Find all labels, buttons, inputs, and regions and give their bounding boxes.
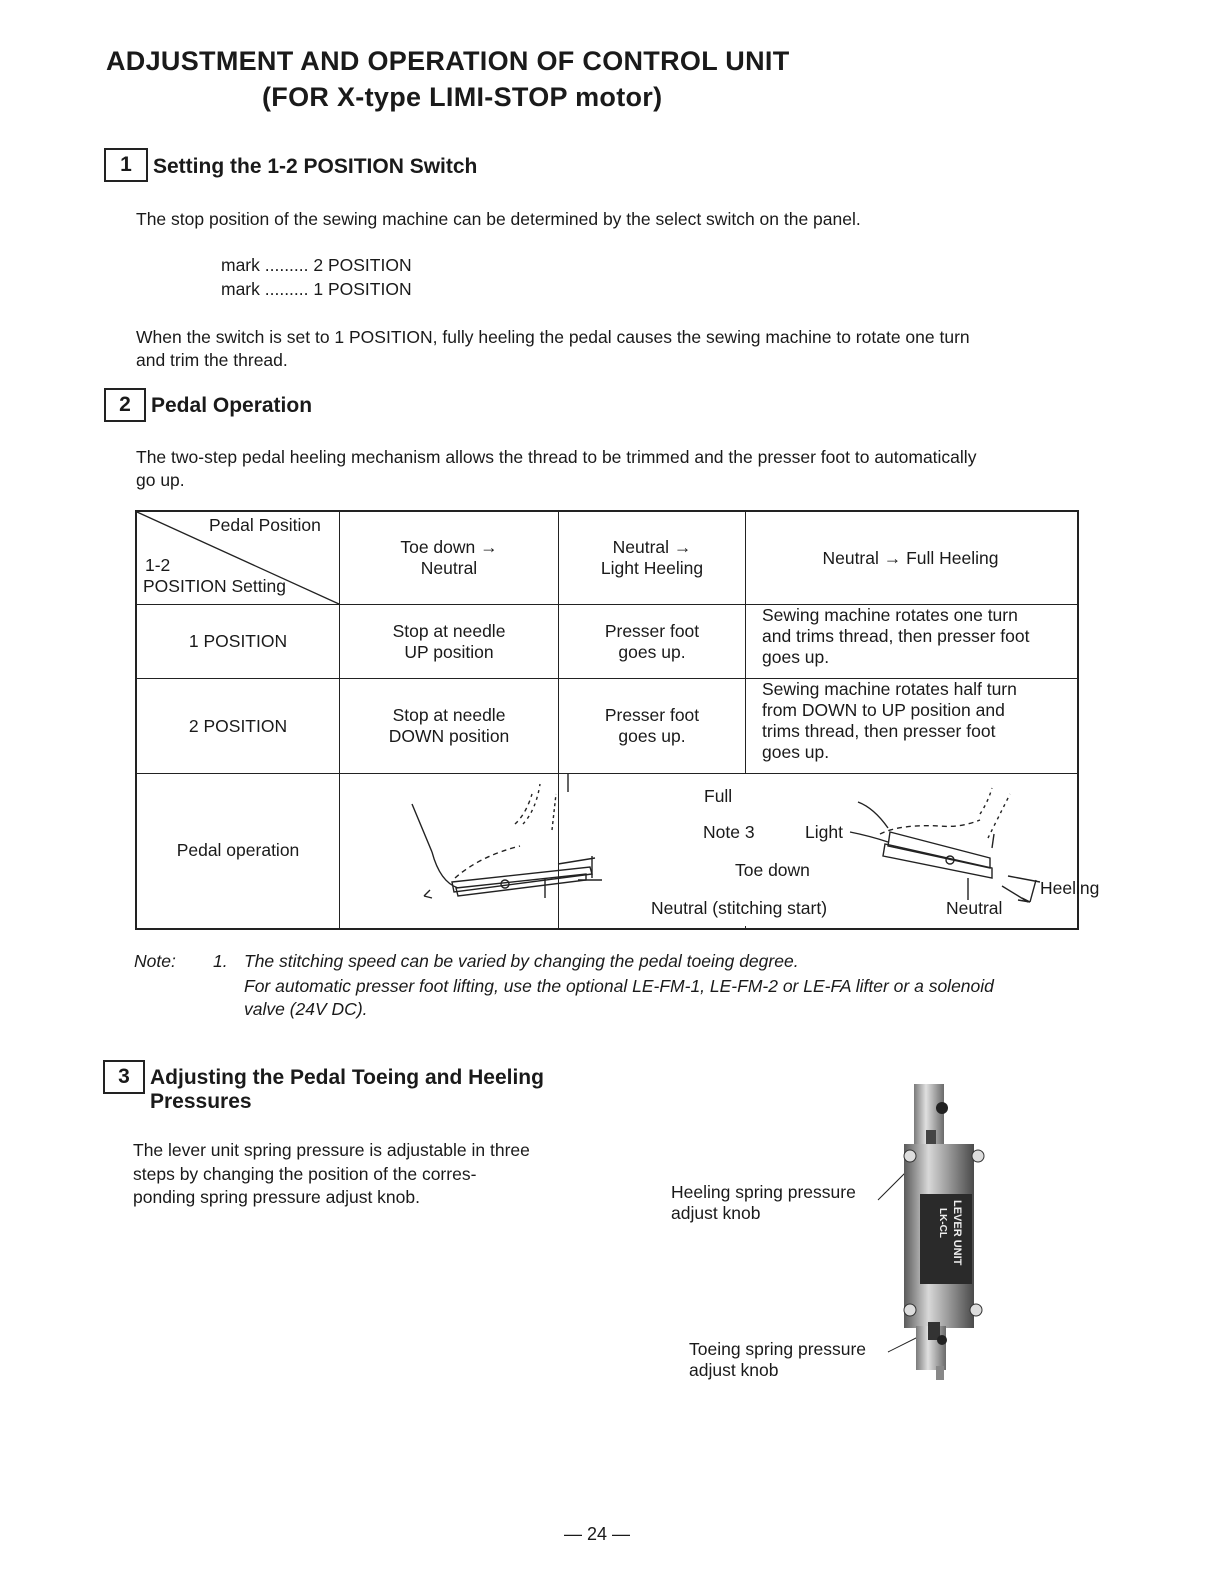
row-2-full-line-1: Sewing machine rotates half turn — [762, 679, 1017, 699]
row-1-toe — [340, 605, 558, 678]
row-2-full-line-3: trims thread, then presser foot — [762, 721, 996, 741]
row-1-light-line-2: goes up. — [618, 641, 686, 662]
row-2-toe-line-2: DOWN position — [388, 726, 510, 746]
header-toe-down — [340, 512, 558, 604]
heeling-knob-label-line-1: Heeling spring pressure — [671, 1182, 856, 1202]
note-line-2: For automatic presser foot lifting, use the optional LE-FM-1, LE-FM-2 or LE-FA lifter or a solenoid — [244, 976, 994, 996]
pedal-operation-label-text: Pedal operation — [176, 839, 300, 860]
page-title: ADJUSTMENT AND OPERATION OF CONTROL UNIT — [106, 46, 790, 76]
row-1-label — [137, 605, 339, 678]
row-2-full-line-4: goes up. — [762, 742, 830, 762]
label-full: Full — [704, 786, 733, 806]
note-line-3: valve (24V DC). — [244, 999, 368, 1019]
section-1-text-line-2: and trim the thread. — [136, 350, 288, 370]
label-neutral-start: Neutral (stitching start) — [651, 898, 828, 918]
row-2-label-text: 2 POSITION — [188, 715, 288, 736]
header-toe-down-line-1: Toe down → — [400, 537, 498, 557]
header-full-heeling — [746, 512, 1075, 604]
section-2-intro-line-2: go up. — [136, 470, 185, 490]
section-3-heading-line-2: Pressures — [150, 1090, 252, 1113]
note-line-1: The stitching speed can be varied by changing the pedal toeing degree. — [244, 951, 799, 971]
header-toe-down-line-2: Neutral — [420, 558, 478, 578]
header-full-heeling-text: Neutral → Full Heeling — [822, 547, 999, 568]
toeing-knob-label-line-1: Toeing spring pressure — [689, 1339, 867, 1359]
heeling-knob-label-line-2: adjust knob — [671, 1203, 761, 1223]
row-2-light-line-1: Presser foot — [604, 705, 700, 725]
lever-unit-model: LK-CL — [937, 1208, 948, 1238]
corner-pedal-position: Pedal Position — [209, 515, 321, 535]
row-2-light — [559, 679, 745, 773]
header-light-heeling-line-1: Neutral → — [612, 537, 692, 557]
corner-position-setting: POSITION Setting — [143, 576, 286, 596]
section-3-text-line-3: ponding spring pressure adjust knob. — [133, 1187, 420, 1207]
corner-1-2: 1-2 — [145, 555, 171, 575]
mark-2-position: mark ......... 2 POSITION — [221, 255, 412, 275]
row-2-toe — [340, 679, 558, 773]
row-1-toe-line-2: UP position — [404, 641, 494, 662]
row-2-toe-line-1: Stop at needle — [392, 705, 506, 725]
row-2-full — [746, 679, 1075, 773]
note-number: 1. — [213, 951, 228, 971]
row-2-label — [137, 679, 339, 773]
toeing-knob-label-line-2: adjust knob — [689, 1360, 779, 1380]
label-note3: Note 3 — [703, 822, 755, 842]
section-1-number: 1 — [104, 148, 148, 182]
label-toe-down: Toe down — [735, 860, 810, 880]
row-1-full — [746, 605, 1075, 678]
label-light: Light — [805, 822, 843, 842]
section-3-heading-line-1: Adjusting the Pedal Toeing and Heeling — [150, 1066, 544, 1089]
label-neutral: Neutral — [946, 898, 1003, 918]
row-1-label-text: 1 POSITION — [188, 631, 288, 651]
header-light-heeling-line-2: Light Heeling — [600, 558, 704, 578]
page-number: — 24 — — [564, 1524, 631, 1544]
pedal-diagram — [340, 774, 1100, 926]
section-1-intro: The stop position of the sewing machine can be determined by the select switch on the panel. — [136, 209, 861, 229]
section-1-text-line-1: When the switch is set to 1 POSITION, fully heeling the pedal causes the sewing machine to rotate one turn — [136, 327, 970, 347]
row-1-light-line-1: Presser foot — [604, 620, 700, 641]
section-3-text-line-2: steps by changing the position of the corres- — [133, 1164, 477, 1184]
section-2-number: 2 — [104, 388, 146, 422]
section-3-number: 3 — [103, 1060, 145, 1094]
mark-1-position: mark ......... 1 POSITION — [221, 279, 412, 299]
row-1-full-line-2: and trims thread, then presser foot — [762, 626, 1030, 646]
section-2-intro-line-1: The two-step pedal heeling mechanism allows the thread to be trimmed and the presser foot to automatically — [136, 447, 977, 467]
row-1-full-line-1: Sewing machine rotates one turn — [762, 605, 1018, 625]
pedal-operation-label — [137, 774, 339, 926]
note-label: Note: — [134, 951, 176, 971]
section-2-heading: Pedal Operation — [151, 394, 313, 417]
row-2-light-line-2: goes up. — [618, 726, 686, 746]
label-heeling: Heeling — [1040, 878, 1100, 898]
page-subtitle: (FOR X-type LIMI-STOP motor) — [262, 82, 663, 112]
row-1-toe-line-1: Stop at needle — [392, 620, 506, 641]
section-3-text-line-1: The lever unit spring pressure is adjustable in three — [133, 1140, 530, 1160]
row-1-full-line-3: goes up. — [762, 647, 830, 667]
row-2-full-line-2: from DOWN to UP position and — [762, 700, 1005, 720]
pedal-operation-table — [135, 510, 1100, 930]
row-1-light — [559, 605, 745, 678]
section-1-heading: Setting the 1-2 POSITION Switch — [153, 155, 478, 178]
lever-unit-label: LEVER UNIT — [951, 1200, 963, 1266]
header-light-heeling — [559, 512, 745, 604]
lever-unit-photo — [870, 1082, 990, 1382]
